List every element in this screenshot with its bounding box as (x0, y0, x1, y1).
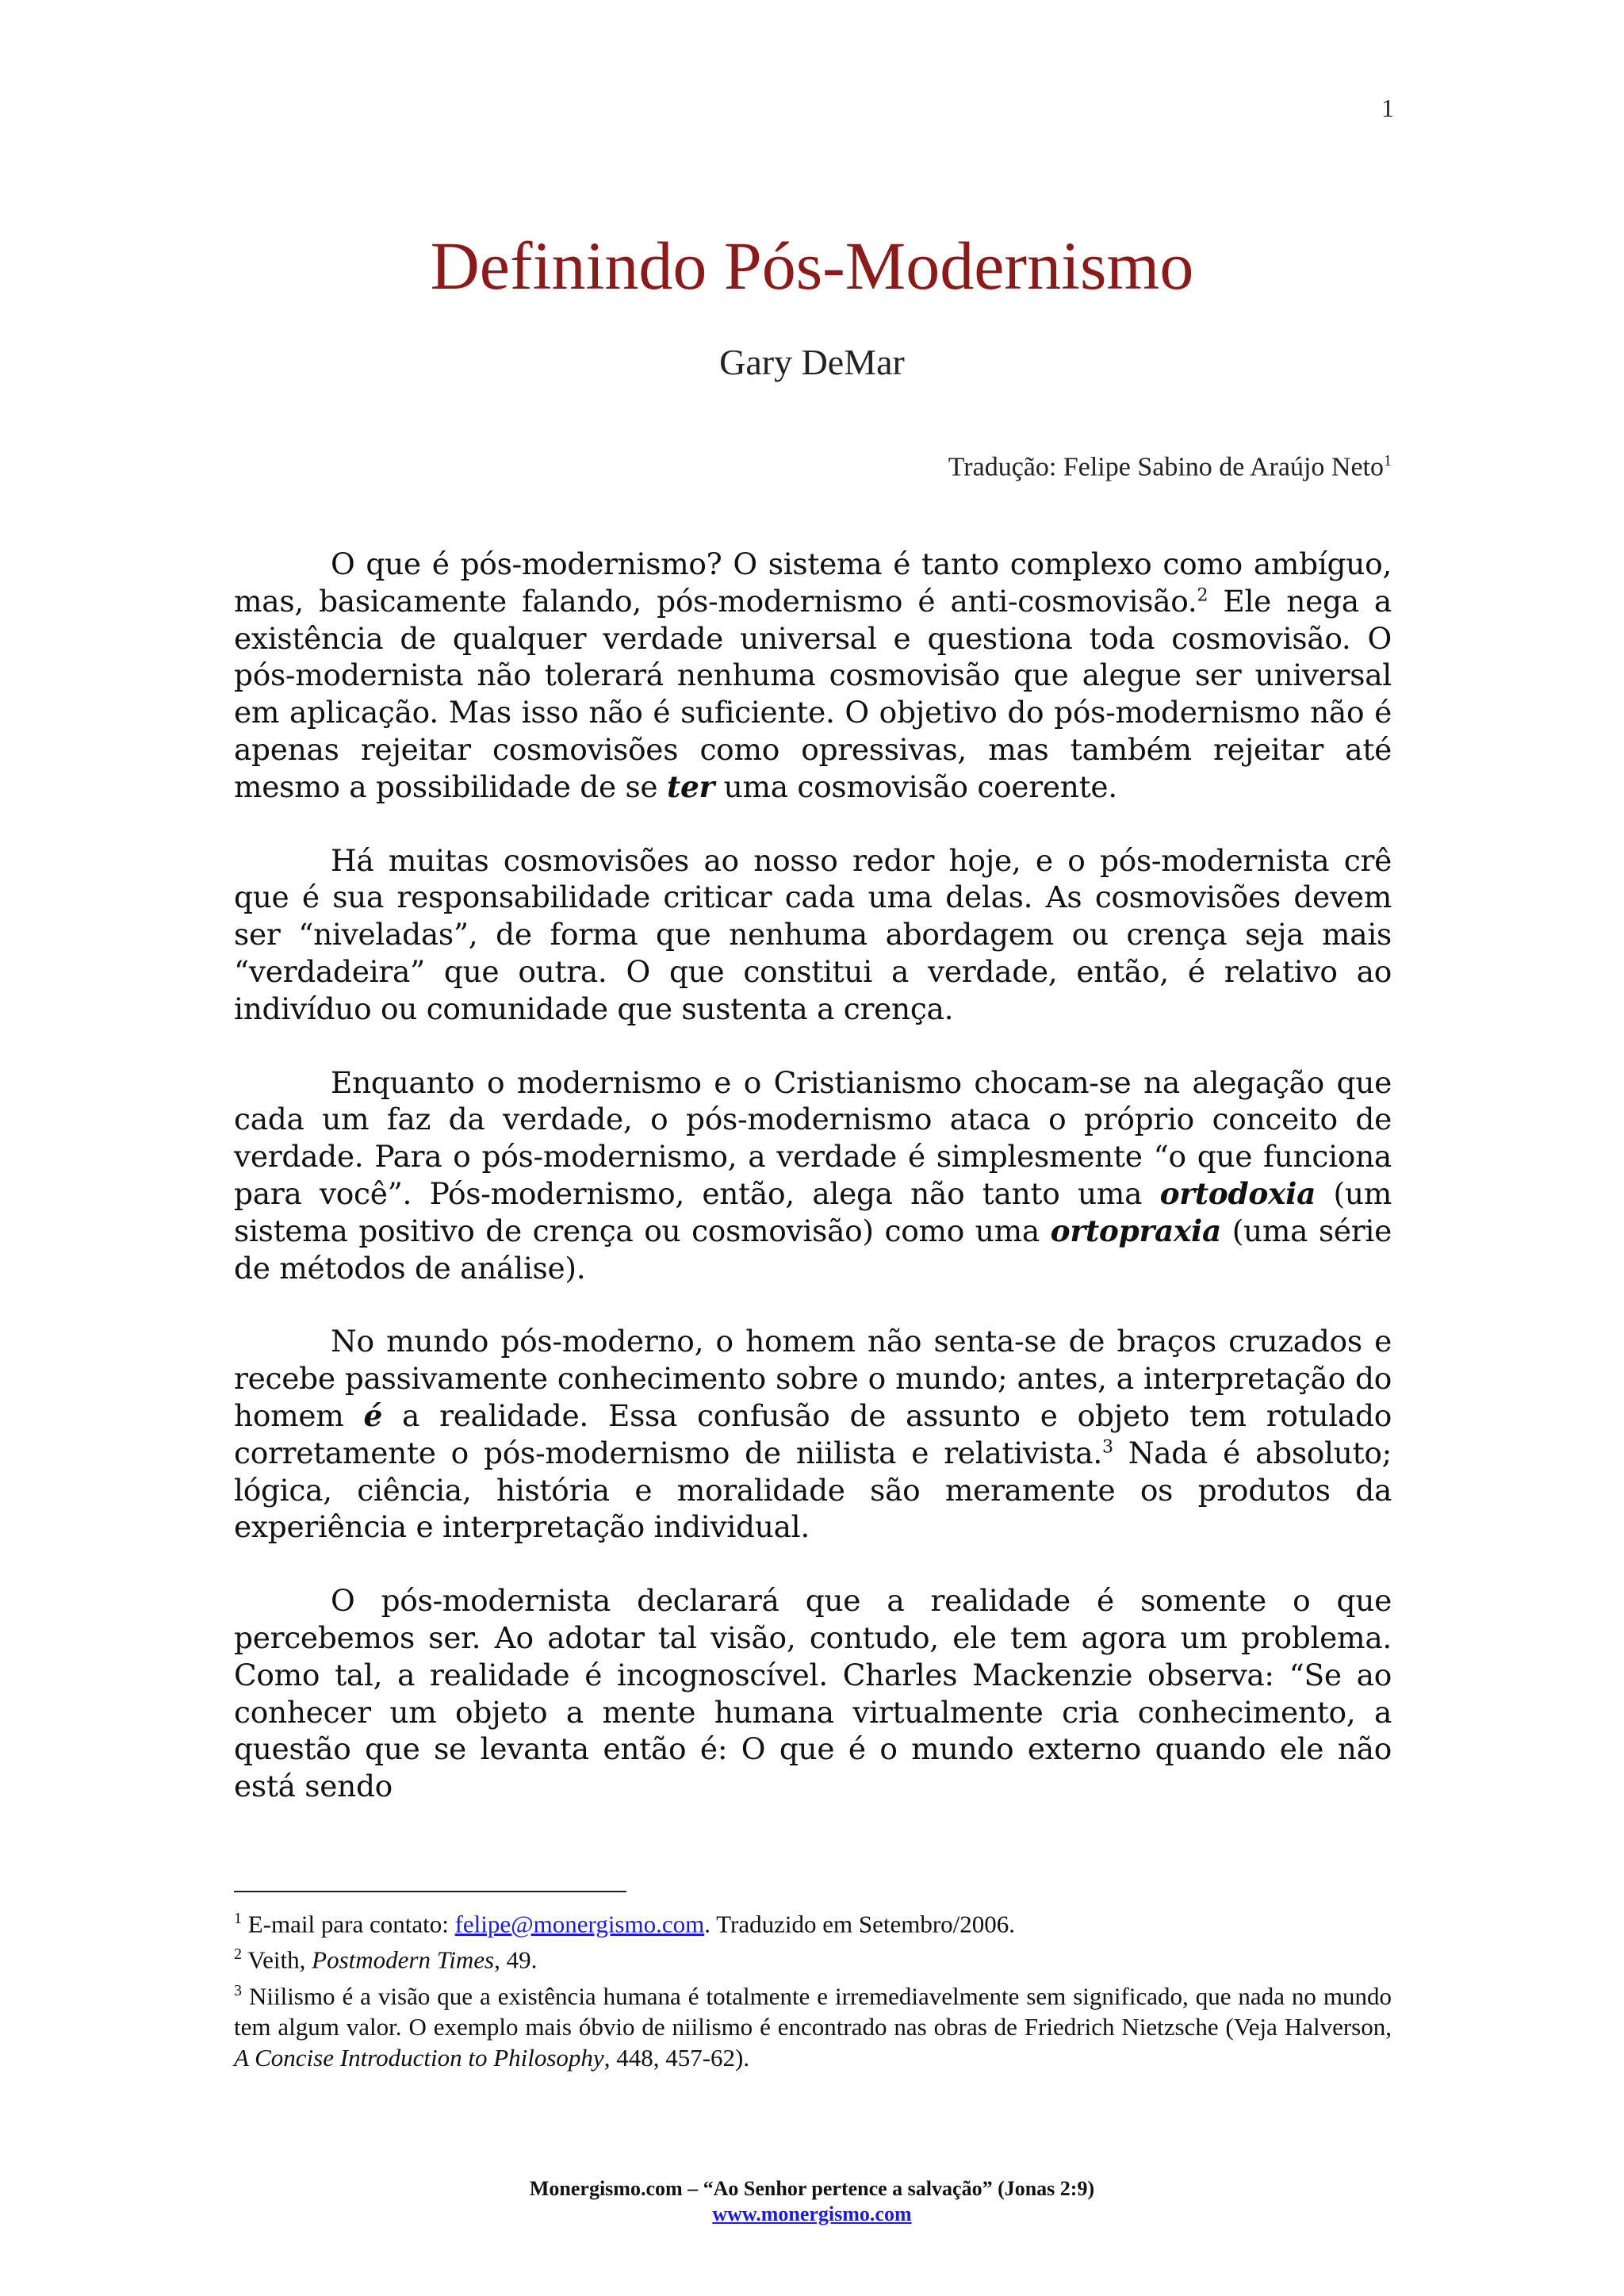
footer-tagline: Monergismo.com – “Ao Senhor pertence a salvação” (Jonas 2:9) (529, 2177, 1095, 2200)
emphasis-ortodoxia: ortodoxia (1159, 1175, 1316, 1211)
translation-text: Tradução: Felipe Sabino de Araújo Neto (948, 452, 1384, 482)
footnote-3: $^3$ Niilismo é a visão que a existência humana é totalmente e irremediavelmente sem significado, que nada no mundo tem algum valor. O exemplo mais óbvio de niilismo é encontrado nas obras de Friedrich Nietzsche (Veja Halverson, A Concise Introduction to Philosophy, 448, 457-62). (234, 1981, 1392, 2072)
document-title: Definindo Pós-Modernismo (430, 228, 1194, 304)
page-number: 1 (1381, 94, 1394, 122)
emphasis-ter: ter (666, 769, 714, 804)
author-name: Gary DeMar (719, 342, 905, 382)
paragraph-1: O que é pós-modernismo? O sistema é tanto complexo como ambíguo, mas, basicamente falando, pós-modernismo é anti-cosmovisão.$^2$ Ele nega a existência de qualquer verdade universal e questiona toda cosmovisão. O pós-modernista não tolerará nenhuma cosmovisão que alegue ser universal em aplicação. Mas isso não é suficiente. O objetivo do pós-modernismo não é apenas rejeitar cosmovisões como opressivas, mas também rejeitar até mesmo a possibilidade de se ter uma cosmovisão coerente. (234, 546, 1392, 804)
paragraph-4: No mundo pós-moderno, o homem não senta-se de braços cruzados e recebe passivamente conhecimento sobre o mundo; antes, a interpretação do homem é a realidade. Essa confusão de assunto e objeto tem rotulado corretamente o pós-modernismo de niilista e relativista.$^3$ Nada é absoluto; lógica, ciência, história e moralidade são meramente os produtos da experiência e interpretação individual. (234, 1324, 1392, 1545)
emphasis-ortopraxia: ortopraxia (1050, 1213, 1221, 1248)
footnote-2: $^2$ Veith, Postmodern Times, 49. (234, 1945, 538, 1974)
footer-site-link[interactable]: www.monergismo.com (712, 2202, 912, 2225)
page-footer (0, 2176, 1624, 2227)
footnote-1: $^1$ E-mail para contato: felipe@monergismo.com. Traduzido em Setembro/2006. (234, 1910, 1016, 1938)
translation-credit (948, 452, 1392, 482)
paragraph-3: Enquanto o modernismo e o Cristianismo chocam-se na alegação que cada um faz da verdade, o pós-modernismo ataca o próprio conceito de verdade. Para o pós-modernismo, a verdade é simplesmente “o que funciona para você”. Pós-modernismo, então, alega não tanto uma ortodoxia (um sistema positivo de crença ou cosmovisão) como uma ortopraxia (uma série de métodos de análise). (234, 1064, 1392, 1286)
footnote-divider (234, 1891, 626, 1892)
paragraph-2: Há muitas cosmovisões ao nosso redor hoje, e o pós-modernista crê que é sua responsabilidade criticar cada uma delas. As cosmovisões devem ser “niveladas”, de forma que nenhuma abordagem ou crença seja mais “verdadeira” que outra. O que constitui a verdade, então, é relativo ao indivíduo ou comunidade que sustenta a crença. (234, 842, 1392, 1026)
email-link[interactable]: felipe@monergismo.com (454, 1910, 705, 1938)
footnote-ref-2[interactable]: 2 (1197, 585, 1208, 606)
paragraph-5: O pós-modernista declarará que a realidade é somente o que percebemos ser. Ao adotar tal visão, contudo, ele tem agora um problema. Como tal, a realidade é incognoscível. Charles Mackenzie observa: “Se ao conhecer um objeto a mente humana virtualmente cria conhecimento, a questão que se levanta então é: O que é o mundo externo quando ele não está sendo (234, 1583, 1392, 1804)
footnote-ref-3[interactable]: 3 (1101, 1437, 1113, 1458)
footnote-ref-1[interactable]: 1 (1384, 452, 1392, 470)
footnotes (234, 1903, 1392, 2073)
body-text (234, 546, 1392, 1842)
emphasis-e: é (363, 1397, 383, 1433)
